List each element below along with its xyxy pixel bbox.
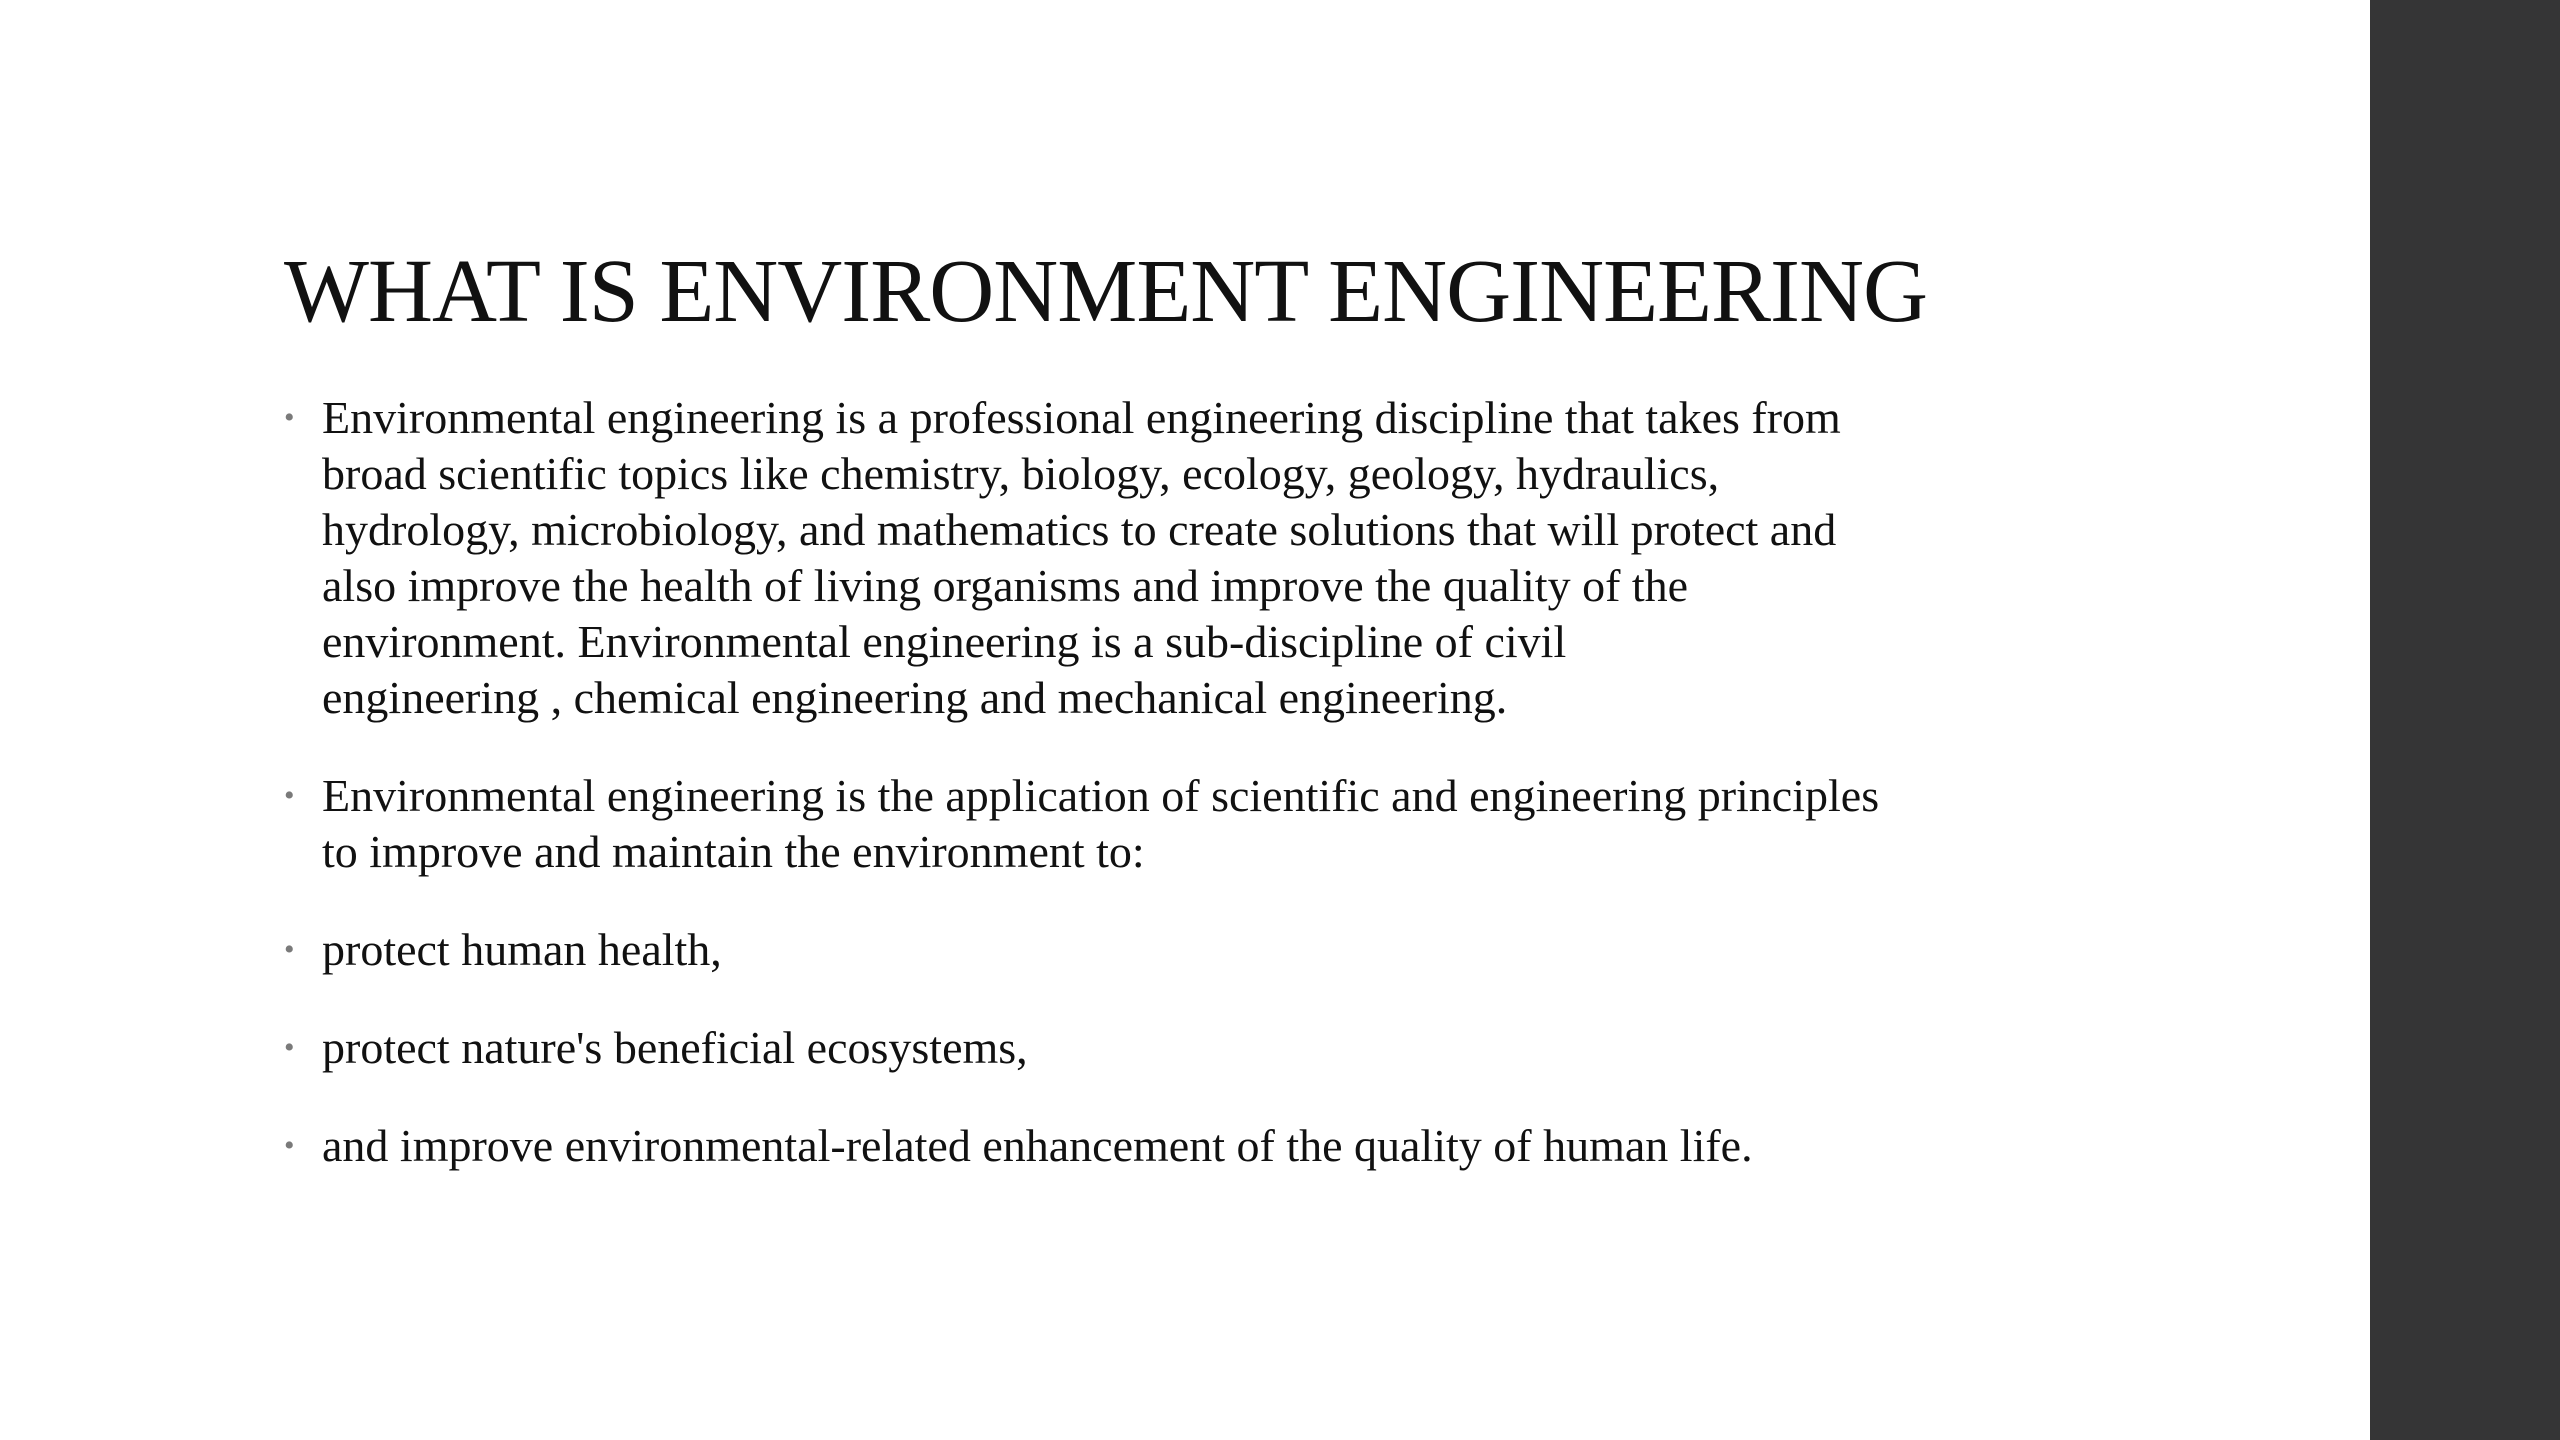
bullet-text-line: engineering , chemical engineering and mechanical engineering. [322,672,1508,723]
bullet-dot-icon: • [284,1031,295,1064]
bullet-text-line: Environmental engineering is the application of scientific and engineering principles [322,770,1880,821]
bullet-item [284,922,2044,978]
bullet-item [284,768,2044,880]
bullet-dot-icon: • [284,1129,295,1162]
bullet-text-line: protect human health, [322,924,722,975]
bullet-text-line: environment. Environmental engineering is a sub-discipline of civil [322,616,1567,667]
bullet-dot-icon: • [284,933,295,966]
slide-title: WHAT IS ENVIRONMENT ENGINEERING [284,242,1928,341]
bullet-dot-icon: • [284,401,295,434]
bullet-text-line: also improve the health of living organisms and improve the quality of the [322,560,1689,611]
bullet-text-line: hydrology, microbiology, and mathematics to create solutions that will protect and [322,504,1837,555]
bullet-text-line: and improve environmental-related enhancement of the quality of human life. [322,1120,1753,1171]
bullet-item [284,1020,2044,1076]
bullet-text-line: broad scientific topics like chemistry, biology, ecology, geology, hydraulics, [322,448,1720,499]
bullet-item [284,1118,2044,1174]
bullet-item [284,390,2044,726]
bullet-list [284,390,2044,1216]
bullet-text-line: Environmental engineering is a professional engineering discipline that takes from [322,392,1841,443]
bullet-text-line: protect nature's beneficial ecosystems, [322,1022,1028,1073]
side-bar [2370,0,2560,1440]
bullet-text-line: to improve and maintain the environment to: [322,826,1145,877]
bullet-dot-icon: • [284,779,295,812]
